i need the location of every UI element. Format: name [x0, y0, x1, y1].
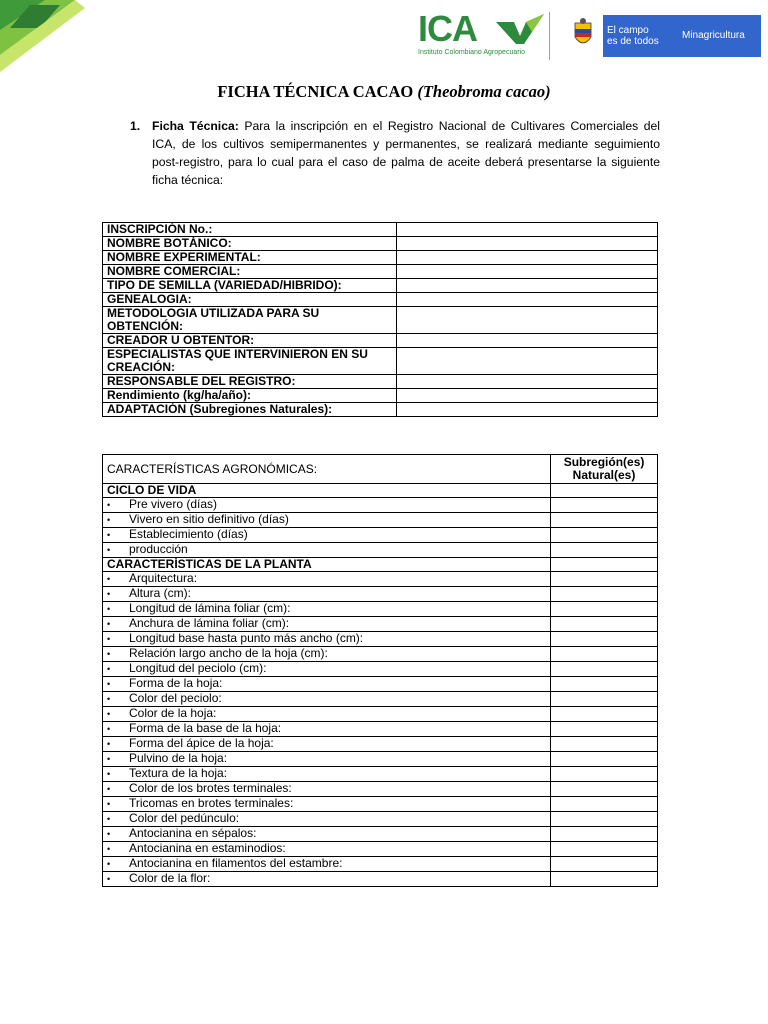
registry-row [103, 237, 658, 251]
agro-item-value-cell[interactable] [551, 617, 658, 632]
agro-item-cell [103, 857, 551, 872]
agro-item-row [103, 572, 658, 587]
registry-row [103, 348, 658, 375]
ica-logo [418, 10, 543, 60]
bullet-icon: • [107, 649, 111, 659]
agro-item-row [103, 767, 658, 782]
agro-header-row [103, 455, 658, 484]
agro-item-label: Forma del ápice de la hoja: [129, 736, 274, 750]
document-title [0, 82, 768, 102]
agro-header-right: Subregión(es) Natural(es) [551, 455, 658, 484]
agro-item-cell [103, 692, 551, 707]
gov-slogan-line1: El campo [607, 25, 649, 36]
agro-item-label: Textura de la hoja: [129, 766, 228, 780]
gov-slogan-line2: es de todos [607, 36, 659, 47]
registry-label: ADAPTACIÓN (Subregiones Naturales): [103, 403, 397, 417]
intro-paragraph [130, 117, 660, 189]
agro-item-label: Vivero en sitio definitivo (días) [129, 512, 289, 526]
registry-value-cell[interactable] [397, 237, 658, 251]
bullet-icon: • [107, 545, 111, 555]
bullet-icon: • [107, 709, 111, 719]
agro-item-cell [103, 662, 551, 677]
registry-row [103, 334, 658, 348]
agro-item-row [103, 842, 658, 857]
agro-item-cell [103, 737, 551, 752]
bullet-icon: • [107, 829, 111, 839]
agro-item-label: Antocianina en filamentos del estambre: [129, 856, 343, 870]
agro-item-label: Color de la hoja: [129, 706, 217, 720]
bullet-icon: • [107, 530, 111, 540]
agro-section-row [103, 558, 658, 572]
agro-item-label: Pre vivero (días) [129, 497, 218, 511]
corner-decoration [0, 0, 90, 75]
agro-item-row [103, 587, 658, 602]
agro-item-label: Anchura de lámina foliar (cm): [129, 616, 290, 630]
agro-item-cell [103, 827, 551, 842]
agro-item-row [103, 617, 658, 632]
agro-section-row [103, 484, 658, 498]
agro-item-cell [103, 617, 551, 632]
registry-label: Rendimiento (kg/ha/año): [103, 389, 397, 403]
bullet-icon: • [107, 694, 111, 704]
bullet-icon: • [107, 784, 111, 794]
agro-item-label: Tricomas en brotes terminales: [129, 796, 294, 810]
registry-value-cell[interactable] [397, 279, 658, 293]
agro-item-cell [103, 632, 551, 647]
bullet-icon: • [107, 844, 111, 854]
registry-value-cell[interactable] [397, 307, 658, 334]
agro-item-cell [103, 872, 551, 887]
agro-item-cell [103, 587, 551, 602]
intro-text: Para la inscripción en el Registro Nacional de Cultivares Comerciales del ICA, de los cultivos semipermanentes y permanentes, se realizará mediante seguimiento post-registro, para lo cual para el caso de palma de aceite deberá presentarse la siguiente ficha técnica: [152, 119, 660, 187]
agro-item-value-cell[interactable] [551, 737, 658, 752]
agro-item-label: Forma de la hoja: [129, 676, 223, 690]
registry-value-cell[interactable] [397, 403, 658, 417]
ministry-label: Minagricultura [682, 30, 745, 41]
registry-row [103, 223, 658, 237]
bullet-icon: • [107, 619, 111, 629]
agro-item-row [103, 722, 658, 737]
agro-item-row [103, 737, 658, 752]
agro-item-value-cell[interactable] [551, 528, 658, 543]
bullet-icon: • [107, 769, 111, 779]
bullet-icon: • [107, 679, 111, 689]
agro-section-value-cell[interactable] [551, 484, 658, 498]
agro-item-row [103, 707, 658, 722]
agro-item-label: Altura (cm): [129, 586, 192, 600]
agro-item-value-cell[interactable] [551, 797, 658, 812]
agro-item-row [103, 872, 658, 887]
registry-label: NOMBRE EXPERIMENTAL: [103, 251, 397, 265]
agro-item-value-cell[interactable] [551, 857, 658, 872]
registry-row [103, 251, 658, 265]
logo-divider [549, 12, 550, 60]
agro-section-value-cell[interactable] [551, 558, 658, 572]
bullet-icon: • [107, 799, 111, 809]
registry-row [103, 375, 658, 389]
agro-item-value-cell[interactable] [551, 827, 658, 842]
agro-item-row [103, 827, 658, 842]
agro-item-value-cell[interactable] [551, 513, 658, 528]
agro-item-cell [103, 572, 551, 587]
agro-item-row [103, 692, 658, 707]
agro-item-label: Arquitectura: [129, 571, 198, 585]
agro-item-cell [103, 767, 551, 782]
registry-label: TIPO DE SEMILLA (VARIEDAD/HIBRIDO): [103, 279, 397, 293]
agro-item-value-cell[interactable] [551, 812, 658, 827]
registry-value-cell[interactable] [397, 389, 658, 403]
agro-item-cell [103, 782, 551, 797]
bullet-icon: • [107, 724, 111, 734]
agro-item-value-cell[interactable] [551, 662, 658, 677]
agro-item-value-cell[interactable] [551, 722, 658, 737]
title-main: FICHA TÉCNICA CACAO [217, 82, 418, 101]
registry-value-cell[interactable] [397, 293, 658, 307]
agro-item-cell [103, 677, 551, 692]
agro-section-title: CARACTERÍSTICAS DE LA PLANTA [103, 558, 551, 572]
agro-item-cell [103, 812, 551, 827]
agro-item-label: Antocianina en sépalos: [129, 826, 257, 840]
ica-wordmark: ICA [418, 8, 477, 49]
agro-item-label: Color del pedúnculo: [129, 811, 240, 825]
agro-item-cell [103, 752, 551, 767]
intro-number: 1. [130, 119, 141, 133]
bullet-icon: • [107, 754, 111, 764]
agro-item-value-cell[interactable] [551, 632, 658, 647]
agro-item-label: Longitud de lámina foliar (cm): [129, 601, 291, 615]
registry-value-cell[interactable] [397, 348, 658, 375]
intro-body [152, 117, 660, 189]
registry-value-cell[interactable] [397, 375, 658, 389]
bullet-icon: • [107, 589, 111, 599]
agro-item-row [103, 647, 658, 662]
agro-item-value-cell[interactable] [551, 842, 658, 857]
registry-value-cell[interactable] [397, 334, 658, 348]
agro-item-value-cell[interactable] [551, 767, 658, 782]
title-species: (Theobroma cacao) [417, 82, 551, 101]
agro-item-row [103, 857, 658, 872]
registry-label: NOMBRE COMERCIAL: [103, 265, 397, 279]
coat-of-arms-icon [563, 15, 603, 57]
agro-item-cell [103, 842, 551, 857]
bullet-icon: • [107, 859, 111, 869]
agro-item-cell [103, 722, 551, 737]
agro-item-value-cell[interactable] [551, 782, 658, 797]
registry-value-cell[interactable] [397, 251, 658, 265]
registry-label: METODOLOGIA UTILIZADA PARA SU OBTENCIÓN: [103, 307, 397, 334]
bullet-icon: • [107, 515, 111, 525]
agro-item-label: Pulvino de la hoja: [129, 751, 228, 765]
registry-value-cell[interactable] [397, 223, 658, 237]
agro-item-cell [103, 647, 551, 662]
ica-leaf-icon [496, 14, 544, 44]
registry-row [103, 403, 658, 417]
agro-item-row [103, 812, 658, 827]
agro-section-title: CICLO DE VIDA [103, 484, 551, 498]
registry-value-cell[interactable] [397, 265, 658, 279]
registry-row [103, 389, 658, 403]
agro-item-row [103, 782, 658, 797]
agro-item-label: Color de los brotes terminales: [129, 781, 292, 795]
agro-item-value-cell[interactable] [551, 647, 658, 662]
agro-item-value-cell[interactable] [551, 677, 658, 692]
registry-table [102, 222, 658, 417]
bullet-icon: • [107, 634, 111, 644]
registry-label: INSCRIPCIÓN No.: [103, 223, 397, 237]
agro-item-cell [103, 513, 551, 528]
agro-item-label: Forma de la base de la hoja: [129, 721, 282, 735]
agro-item-label: Longitud del peciolo (cm): [129, 661, 267, 675]
registry-label: CREADOR U OBTENTOR: [103, 334, 397, 348]
gov-slogan [607, 25, 659, 47]
agro-item-cell [103, 498, 551, 513]
agro-item-value-cell[interactable] [551, 872, 658, 887]
agro-item-row [103, 543, 658, 558]
bullet-icon: • [107, 574, 111, 584]
registry-label: ESPECIALISTAS QUE INTERVINIERON EN SU CREACIÓN: [103, 348, 397, 375]
agro-item-row [103, 528, 658, 543]
ica-subtitle: Instituto Colombiano Agropecuario [418, 49, 526, 56]
agro-item-label: Color de la flor: [129, 871, 211, 885]
agro-item-label: Relación largo ancho de la hoja (cm): [129, 646, 328, 660]
agro-item-label: Longitud base hasta punto más ancho (cm): [129, 631, 364, 645]
agro-item-value-cell[interactable] [551, 752, 658, 767]
agro-item-row [103, 677, 658, 692]
agro-item-value-cell[interactable] [551, 692, 658, 707]
agro-header-left: CARACTERÍSTICAS AGRONÓMICAS: [103, 455, 551, 484]
bullet-icon: • [107, 874, 111, 884]
agro-item-value-cell[interactable] [551, 602, 658, 617]
bullet-icon: • [107, 604, 111, 614]
bullet-icon: • [107, 739, 111, 749]
registry-row [103, 265, 658, 279]
registry-label: RESPONSABLE DEL REGISTRO: [103, 375, 397, 389]
registry-row [103, 293, 658, 307]
agro-item-row [103, 752, 658, 767]
agronomic-table [102, 454, 658, 887]
agro-item-label: Color del peciolo: [129, 691, 222, 705]
agro-item-cell [103, 528, 551, 543]
agro-item-label: producción [129, 542, 188, 556]
bullet-icon: • [107, 664, 111, 674]
agro-item-value-cell[interactable] [551, 498, 658, 513]
agro-item-row [103, 513, 658, 528]
agro-item-cell [103, 707, 551, 722]
agro-item-label: Establecimiento (días) [129, 527, 248, 541]
bullet-icon: • [107, 814, 111, 824]
agro-item-row [103, 632, 658, 647]
registry-label: NOMBRE BOTÁNICO: [103, 237, 397, 251]
agro-item-cell [103, 602, 551, 617]
agro-item-value-cell[interactable] [551, 707, 658, 722]
agro-item-row [103, 662, 658, 677]
agro-item-label: Antocianina en estaminodios: [129, 841, 286, 855]
agro-item-value-cell[interactable] [551, 587, 658, 602]
registry-label: GENEALOGIA: [103, 293, 397, 307]
agro-item-cell [103, 797, 551, 812]
intro-lead: Ficha Técnica: [152, 119, 239, 133]
agro-item-row [103, 498, 658, 513]
agro-item-value-cell[interactable] [551, 543, 658, 558]
agro-item-row [103, 602, 658, 617]
registry-row [103, 279, 658, 293]
registry-row [103, 307, 658, 334]
bullet-icon: • [107, 500, 111, 510]
agro-item-cell [103, 543, 551, 558]
agro-item-value-cell[interactable] [551, 572, 658, 587]
agro-item-row [103, 797, 658, 812]
